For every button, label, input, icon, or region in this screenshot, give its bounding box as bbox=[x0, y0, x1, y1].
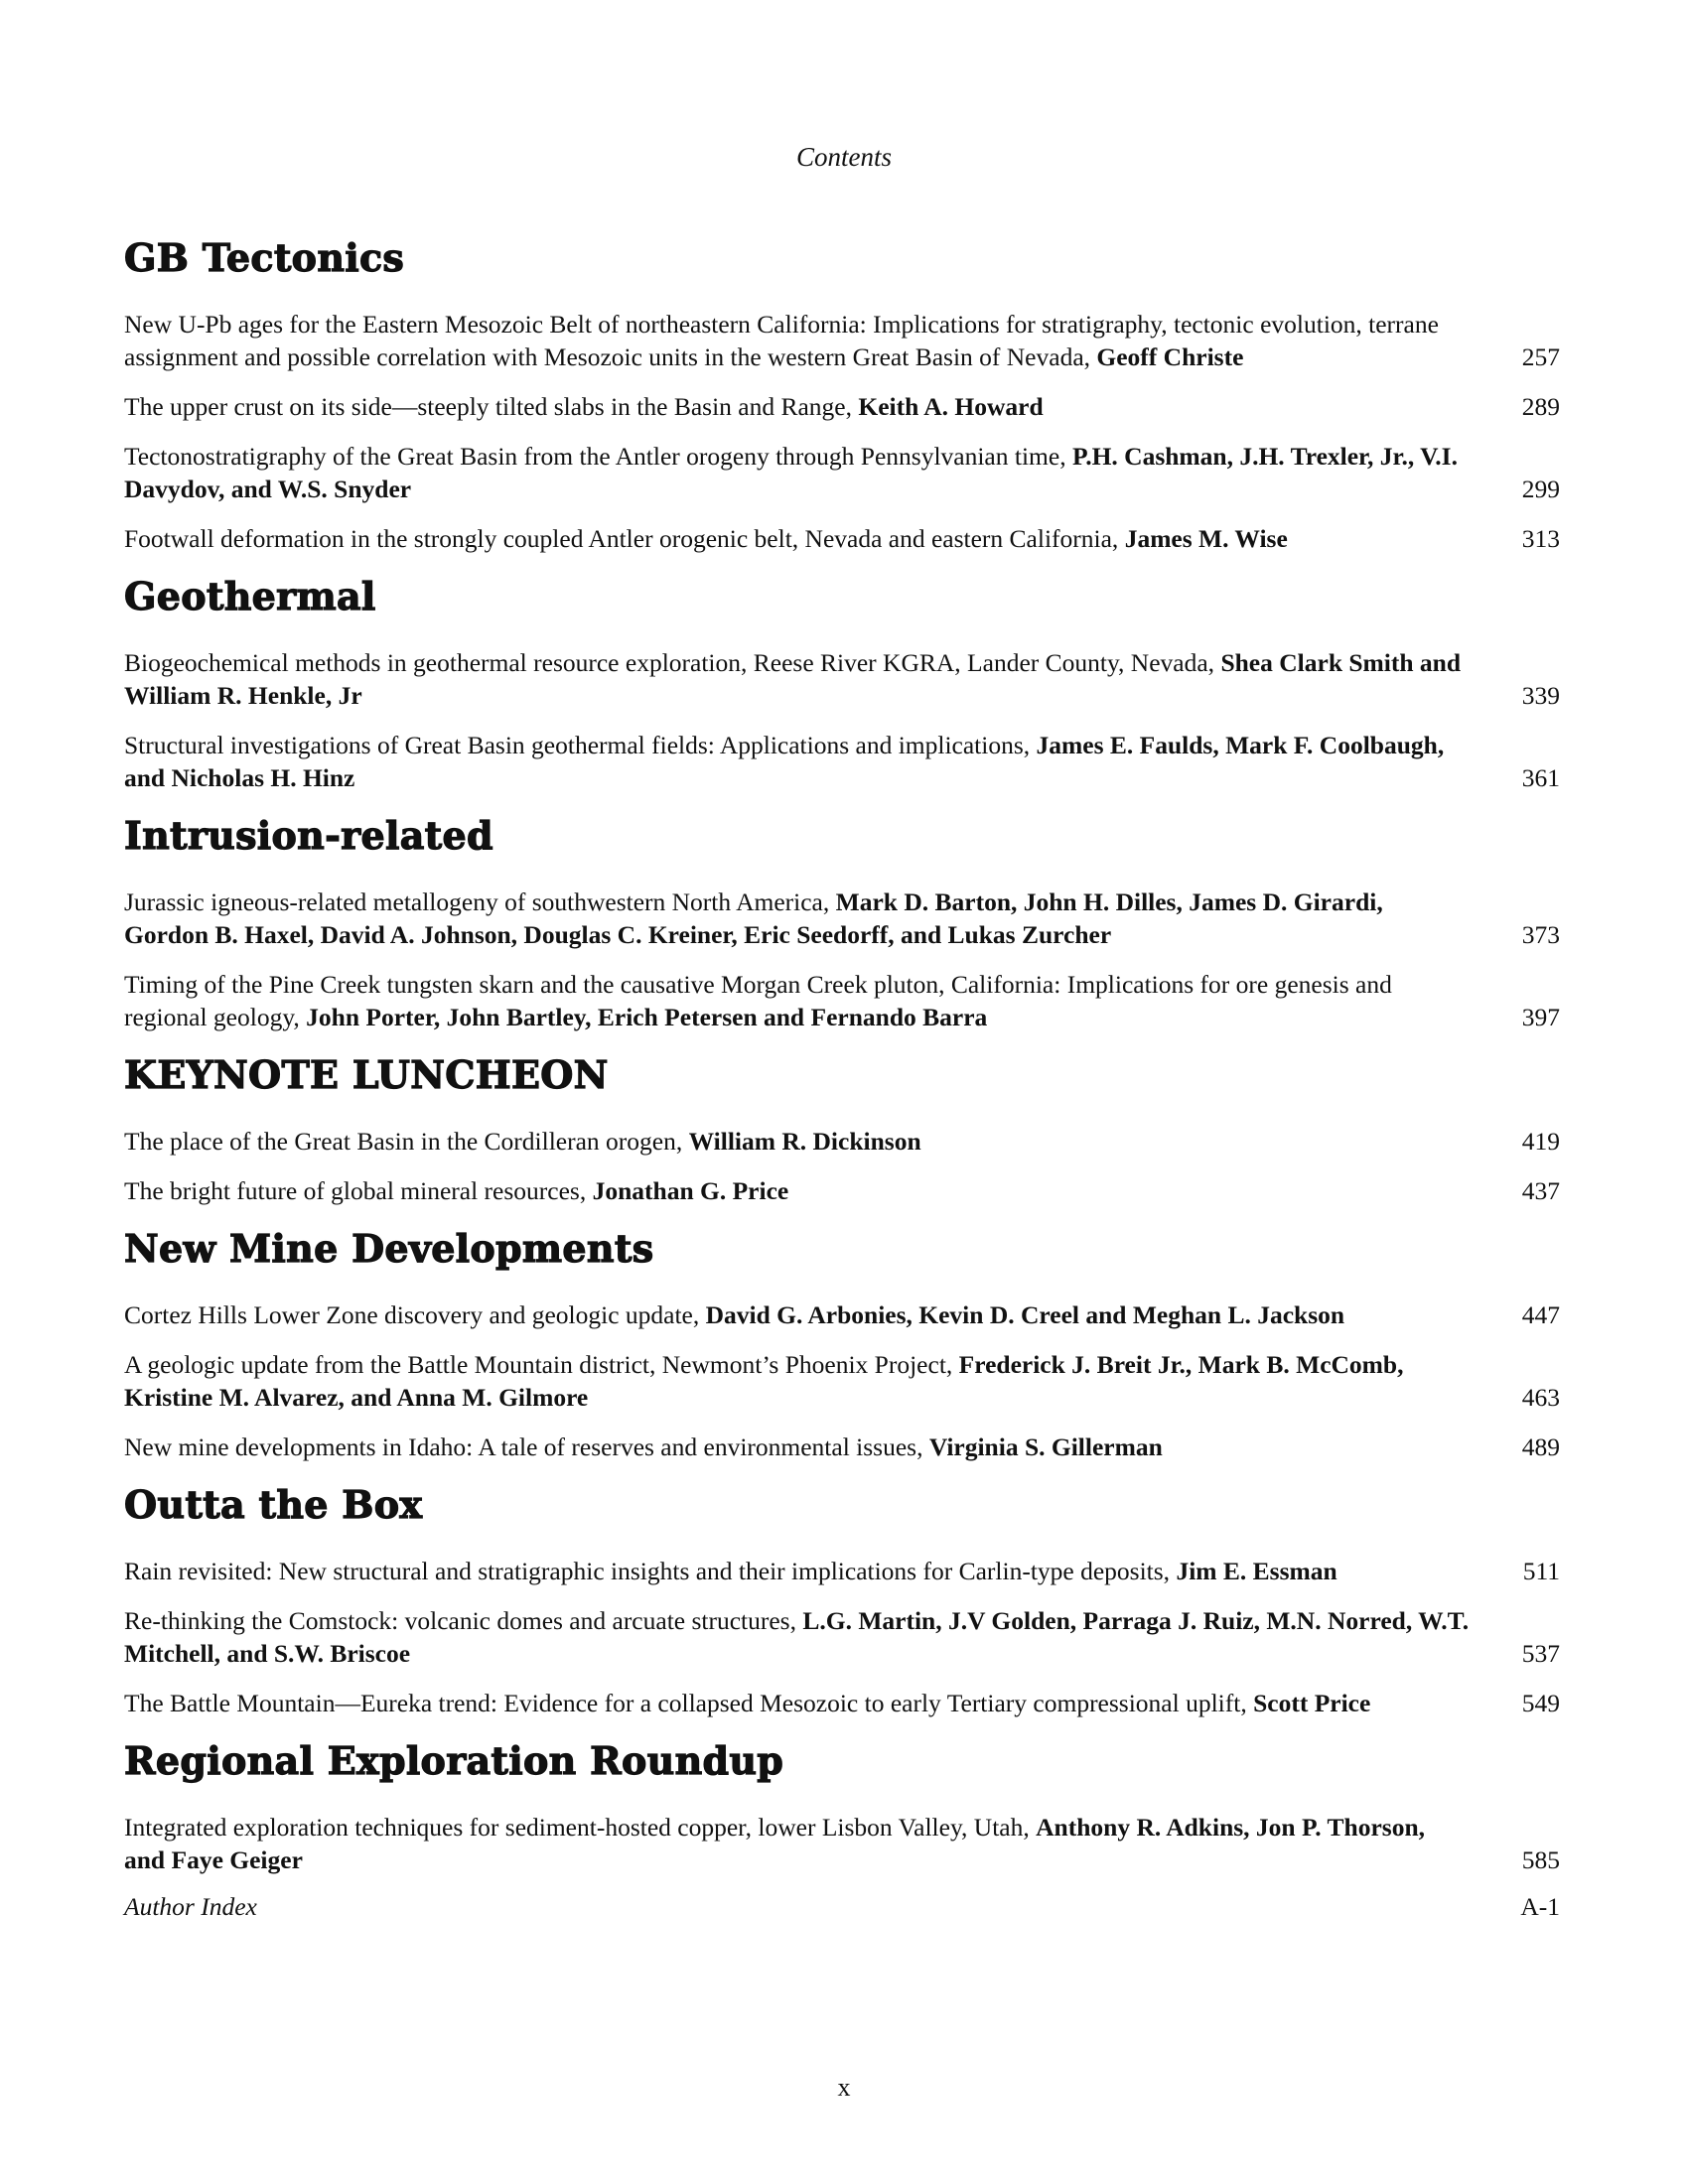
toc-section bbox=[124, 1733, 1560, 1876]
toc-entry[interactable] bbox=[124, 886, 1560, 951]
entry-page-number: 373 bbox=[1521, 920, 1560, 949]
section-title: KEYNOTE LUNCHEON bbox=[124, 1052, 609, 1097]
entry-authors: Virginia S. Gillerman bbox=[928, 1433, 1163, 1461]
entry-authors: Mark D. Barton, John H. Dilles, James D. Girardi, Gordon B. Haxel, David A. Johnson, Douglas C. Kreiner, Eric Seedorff, and Lukas Zurcher bbox=[124, 887, 1383, 949]
entry-page-number: 585 bbox=[1521, 1845, 1560, 1874]
entry-authors: Jim E. Essman bbox=[1176, 1557, 1337, 1585]
section-title: Intrusion-related bbox=[124, 813, 493, 858]
entry-text bbox=[124, 968, 1470, 1033]
section-title: Geothermal bbox=[124, 574, 376, 618]
entry-text bbox=[124, 1174, 1470, 1207]
entry-title: Jurassic igneous-related metallogeny of southwestern North America, bbox=[124, 887, 836, 916]
entry-authors: John Porter, John Bartley, Erich Petersen and Fernando Barra bbox=[306, 1003, 988, 1031]
toc-section bbox=[124, 1221, 1560, 1463]
entry-text bbox=[124, 1811, 1470, 1876]
author-index-entry[interactable] bbox=[124, 1890, 1560, 1923]
toc-section bbox=[124, 808, 1560, 1033]
entry-authors: William R. Dickinson bbox=[688, 1127, 921, 1156]
entry-authors: James M. Wise bbox=[1124, 524, 1288, 553]
toc-section bbox=[124, 569, 1560, 794]
entry-text bbox=[124, 1431, 1470, 1463]
toc-entry[interactable] bbox=[124, 729, 1560, 794]
entry-title: The upper crust on its side—steeply tilted slabs in the Basin and Range, bbox=[124, 392, 859, 421]
toc-entry[interactable] bbox=[124, 1431, 1560, 1463]
table-of-contents bbox=[124, 230, 1560, 1937]
entry-page-number: 489 bbox=[1521, 1433, 1560, 1461]
entry-title: A geologic update from the Battle Mountain district, Newmont’s Phoenix Project, bbox=[124, 1350, 959, 1379]
toc-entry[interactable] bbox=[124, 968, 1560, 1033]
entry-text bbox=[124, 1555, 1470, 1587]
section-title: GB Tectonics bbox=[124, 235, 405, 280]
entry-title: Re-thinking the Comstock: volcanic domes and arcuate structures, bbox=[124, 1606, 803, 1635]
author-index-label: Author Index bbox=[124, 1892, 257, 1921]
entry-title: The bright future of global mineral resources, bbox=[124, 1176, 593, 1205]
section-title: Regional Exploration Roundup bbox=[124, 1738, 784, 1783]
page-number: x bbox=[837, 2073, 851, 2102]
entry-authors: P.H. Cashman, J.H. Trexler, Jr., V.I. Davydov, and W.S. Snyder bbox=[124, 442, 1458, 503]
toc-entry[interactable] bbox=[124, 1174, 1560, 1207]
entry-text bbox=[124, 886, 1470, 951]
entry-page-number: 537 bbox=[1521, 1639, 1560, 1668]
entry-text bbox=[124, 1125, 1470, 1158]
entry-page-number: 289 bbox=[1521, 392, 1560, 421]
entry-authors: Shea Clark Smith and William R. Henkle, Jr bbox=[124, 648, 1462, 710]
entry-title: Tectonostratigraphy of the Great Basin from the Antler orogeny through Pennsylvanian time, bbox=[124, 442, 1072, 471]
entry-authors: Anthony R. Adkins, Jon P. Thorson, and Faye Geiger bbox=[124, 1813, 1426, 1874]
entry-authors: L.G. Martin, J.V Golden, Parraga J. Ruiz, M.N. Norred, W.T. Mitchell, and S.W. Briscoe bbox=[124, 1606, 1470, 1668]
toc-entry[interactable] bbox=[124, 646, 1560, 712]
entry-page-number: 257 bbox=[1521, 342, 1560, 371]
entry-page-number: 463 bbox=[1521, 1383, 1560, 1412]
entry-authors: Scott Price bbox=[1253, 1689, 1371, 1717]
toc-entry[interactable] bbox=[124, 1298, 1560, 1331]
entry-text bbox=[124, 522, 1470, 555]
entry-text bbox=[124, 1298, 1470, 1331]
toc-entry[interactable] bbox=[124, 308, 1560, 373]
toc-entry[interactable] bbox=[124, 522, 1560, 555]
entry-text bbox=[124, 1687, 1470, 1719]
entry-page-number: 549 bbox=[1521, 1689, 1560, 1717]
entry-page-number: 339 bbox=[1521, 681, 1560, 710]
entry-authors: James E. Faulds, Mark F. Coolbaugh, and Nicholas H. Hinz bbox=[124, 731, 1445, 792]
entry-text bbox=[124, 308, 1470, 373]
entry-page-number: 299 bbox=[1521, 475, 1560, 503]
entry-authors: Keith A. Howard bbox=[858, 392, 1044, 421]
entry-title: New mine developments in Idaho: A tale of reserves and environmental issues, bbox=[124, 1433, 929, 1461]
page-header: Contents bbox=[795, 142, 892, 172]
section-title: Outta the Box bbox=[124, 1482, 423, 1527]
entry-page-number: 447 bbox=[1521, 1300, 1560, 1329]
entry-page-number: 313 bbox=[1521, 524, 1560, 553]
entry-title: New U-Pb ages for the Eastern Mesozoic Belt of northeastern California: Implications for stratigraphy, tectonic evolution, terrane assignment and possible correlation with Mesozoic units in the western Great Basin of Nevada, bbox=[124, 310, 1439, 371]
entry-page-number: 419 bbox=[1521, 1127, 1560, 1156]
toc-entry[interactable] bbox=[124, 1348, 1560, 1414]
entry-title: Integrated exploration techniques for sediment-hosted copper, lower Lisbon Valley, Utah, bbox=[124, 1813, 1037, 1842]
toc-entry[interactable] bbox=[124, 1125, 1560, 1158]
entry-title: Cortez Hills Lower Zone discovery and geologic update, bbox=[124, 1300, 706, 1329]
author-index-page: A-1 bbox=[1520, 1892, 1560, 1921]
toc-section bbox=[124, 1477, 1560, 1719]
entry-page-number: 437 bbox=[1521, 1176, 1560, 1205]
entry-title: Structural investigations of Great Basin geothermal fields: Applications and implications, bbox=[124, 731, 1037, 759]
entry-title: Footwall deformation in the strongly coupled Antler orogenic belt, Nevada and eastern California, bbox=[124, 524, 1125, 553]
entry-authors: Geoff Christe bbox=[1096, 342, 1244, 371]
entry-text bbox=[124, 729, 1470, 794]
entry-text bbox=[124, 390, 1470, 423]
entry-authors: David G. Arbonies, Kevin D. Creel and Meghan L. Jackson bbox=[705, 1300, 1345, 1329]
entry-title: Biogeochemical methods in geothermal resource exploration, Reese River KGRA, Lander County, Nevada, bbox=[124, 648, 1221, 677]
entry-title: Timing of the Pine Creek tungsten skarn and the causative Morgan Creek pluton, California: Implications for ore genesis and regional geology, bbox=[124, 970, 1392, 1031]
entry-title: The Battle Mountain—Eureka trend: Evidence for a collapsed Mesozoic to early Tertiary compressional uplift, bbox=[124, 1689, 1254, 1717]
toc-entry[interactable] bbox=[124, 1811, 1560, 1876]
toc-entry[interactable] bbox=[124, 390, 1560, 423]
entry-text bbox=[124, 1348, 1470, 1414]
entry-authors: Jonathan G. Price bbox=[592, 1176, 789, 1205]
entry-page-number: 361 bbox=[1521, 763, 1560, 792]
entry-title: Rain revisited: New structural and stratigraphic insights and their implications for Carlin-type deposits, bbox=[124, 1557, 1177, 1585]
entry-text bbox=[124, 440, 1470, 505]
entry-authors: Frederick J. Breit Jr., Mark B. McComb, Kristine M. Alvarez, and Anna M. Gilmore bbox=[124, 1350, 1404, 1412]
entry-title: The place of the Great Basin in the Cordilleran orogen, bbox=[124, 1127, 689, 1156]
toc-section bbox=[124, 230, 1560, 555]
entry-text bbox=[124, 1604, 1470, 1670]
toc-entry[interactable] bbox=[124, 1687, 1560, 1719]
entry-page-number: 511 bbox=[1522, 1557, 1560, 1585]
toc-entry[interactable] bbox=[124, 1604, 1560, 1670]
toc-section bbox=[124, 1047, 1560, 1207]
section-title: New Mine Developments bbox=[124, 1226, 654, 1271]
entry-text bbox=[124, 646, 1470, 712]
toc-entry[interactable] bbox=[124, 440, 1560, 505]
toc-entry[interactable] bbox=[124, 1555, 1560, 1587]
entry-page-number: 397 bbox=[1521, 1003, 1560, 1031]
